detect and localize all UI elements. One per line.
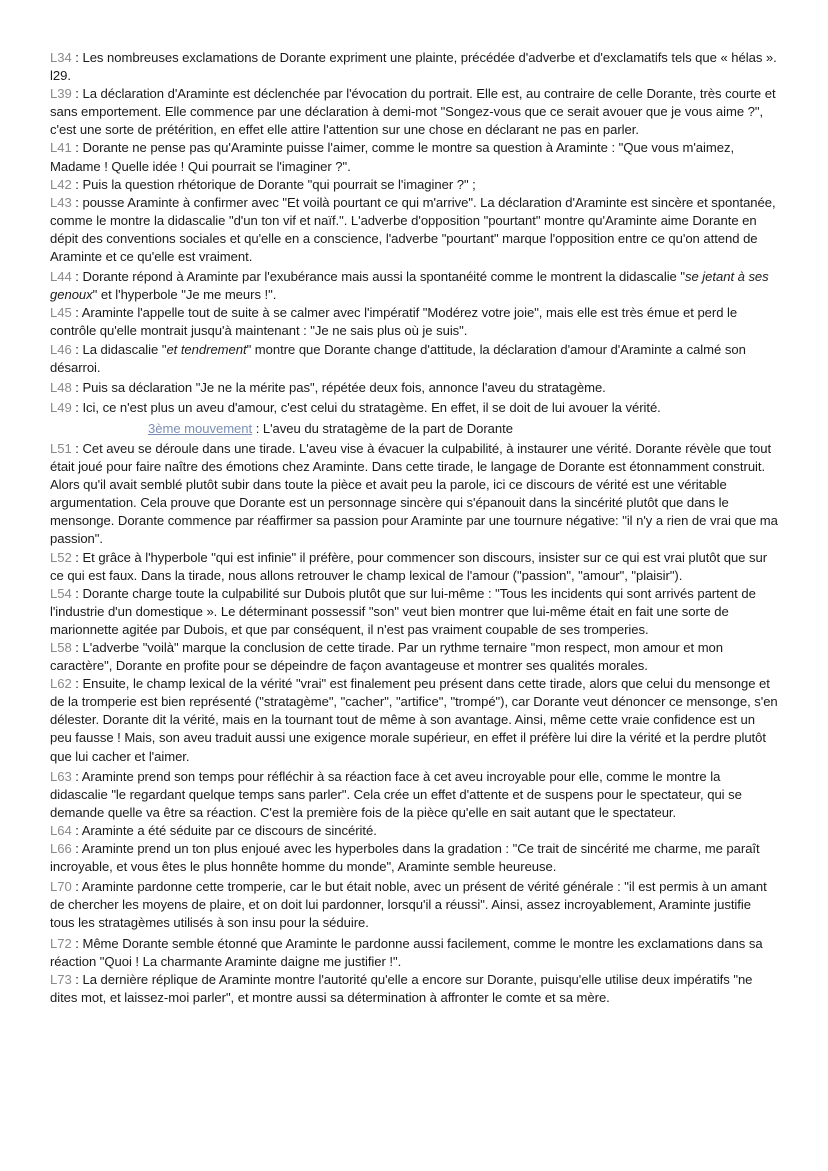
line-reference: L58 <box>50 640 72 655</box>
paragraph-text: " et l'hyperbole "Je me meurs !". <box>92 287 277 303</box>
paragraph-text: : Dorante ne pense pas qu'Araminte puisse l'aimer, comme le montre sa question à Araminte : "Que vous m'aimez, Madame ! Quelle idée ! Qui pourrait se l'imaginer ?". <box>50 140 735 174</box>
paragraph-text: : La déclaration d'Araminte est déclenchée par l'évocation du portrait. Elle est, au contraire de celle Dorante, très courte et sans emportement. Elle commence par une déclaration à demi-mot "Songez-vous que ce serait avouer que je vous aime ?", c'est une sorte de prétérition, en effet elle attire l'attention sur une chose en déclarant ne pas en parler. <box>50 86 776 138</box>
commentary-paragraph <box>50 971 778 1007</box>
paragraph-text: : Les nombreuses exclamations de Dorante expriment une plainte, précédée d'adverbe et d'exclamatifs tels que « hélas ». l29. <box>50 50 777 84</box>
commentary-paragraph <box>50 440 778 549</box>
commentary-paragraph <box>50 399 778 417</box>
line-reference: L41 <box>50 140 72 156</box>
commentary-paragraph <box>50 268 778 304</box>
stage-direction-quote: se jetant à ses genoux <box>50 269 769 303</box>
paragraph-text: : Cet aveu se déroule dans une tirade. L'aveu vise à évacuer la culpabilité, à instaurer une vérité. Dorante révèle que tout était joué pour faire naître des émotions chez Araminte. Dans cette tirade, le langage de Dorante est étonnamment construit. Alors qu'il avait semblé plutôt subir dans toute la pièce et avait peu la parole, ici ce discours de vérité est une véritable argumentation. Cela prouve que Dorante est un personnage sincère qui s'épanouit dans la sincérité plutôt que dans le mensonge. Dorante commence par réaffirmer sa passion pour Araminte par une tournure négative: "il n'y a rien de vrai que ma passion". <box>50 440 778 547</box>
paragraph-text: : Dorante répond à Araminte par l'exubérance mais aussi la spontanéité comme le montrent la didascalie " <box>71 269 685 285</box>
paragraph-text: : Araminte pardonne cette tromperie, car le but était noble, avec un présent de vérité générale : "il est permis à un amant de chercher les moyens de plaire, et on doit lui pardonner, lorsqu'il a réussi". Ainsi, assez incroyablement, Araminte justifie tous les stratagèmes utilisés à son insu pour la séduire. <box>50 879 767 931</box>
paragraph-text: " montre que Dorante change d'attitude, la déclaration d'amour d'Araminte a calmé son désarroi. <box>50 341 746 375</box>
commentary-paragraph <box>50 85 778 139</box>
paragraph-text: : Puis sa déclaration "Je ne la mérite pas", répétée deux fois, annonce l'aveu du stratagème. <box>71 379 606 395</box>
commentary-paragraph <box>50 176 778 194</box>
section-heading-title: : L'aveu du stratagème de la part de Dorante <box>252 420 513 436</box>
commentary-paragraph <box>50 768 778 822</box>
paragraph-text: : Dorante charge toute la culpabilité sur Dubois plutôt que sur lui-même : "Tous les incidents qui sont arrivés partent de l'industrie d'un domestique ». Le déterminant possessif "son" veut bien montrer que lui-même était en fait une sorte de marionnette agitée par Dubois, et que par conséquent, il n'est pas vraiment coupable de ses tromperies. <box>50 585 756 637</box>
commentary-paragraph <box>50 675 778 765</box>
commentary-paragraph <box>50 341 778 377</box>
commentary-paragraph <box>50 840 778 876</box>
line-reference: L73 <box>50 971 72 987</box>
line-reference: L42 <box>50 176 72 192</box>
line-reference: L44 <box>50 269 72 285</box>
commentary-paragraph <box>50 379 778 397</box>
line-reference: L39 <box>50 86 72 102</box>
paragraph-text: : Ici, ce n'est plus un aveu d'amour, c'est celui du stratagème. En effet, il se doit de lui avouer la vérité. <box>71 399 661 415</box>
line-reference: L66 <box>50 841 72 857</box>
line-reference: L54 <box>50 585 72 601</box>
commentary-paragraph <box>50 549 778 585</box>
line-reference: L70 <box>50 879 72 895</box>
commentary-block-2 <box>50 440 778 1007</box>
paragraph-text: : Araminte prend son temps pour réfléchir à sa réaction face à cet aveu incroyable pour elle, comme le montre la didascalie "le regardant quelque temps sans parler". Cela crée un effet d'attente et de suspens pour le spectateur, qui se demande quelle va être sa réaction. C'est la première fois de la pièce qu'elle en sait autant que le spectateur. <box>50 768 742 820</box>
commentary-paragraph <box>50 878 778 932</box>
section-heading <box>50 420 778 438</box>
line-reference: L49 <box>50 399 72 415</box>
paragraph-text: : Même Dorante semble étonné que Araminte le pardonne aussi facilement, comme le montre les exclamations dans sa réaction "Quoi ! La charmante Araminte daigne me justifier !". <box>50 935 763 969</box>
paragraph-text: : L'adverbe "voilà" marque la conclusion de cette tirade. Par un rythme ternaire "mon respect, mon amour et mon caractère", Dorante en profite pour se dépeindre de façon avantageuse et montrer ses qualités morales. <box>50 640 724 674</box>
commentary-paragraph <box>50 194 778 266</box>
line-reference: L34 <box>50 50 72 65</box>
line-reference: L51 <box>50 440 72 456</box>
line-reference: L72 <box>50 935 72 951</box>
paragraph-text: : La didascalie " <box>71 341 167 357</box>
stage-direction-quote: et tendrement <box>166 341 247 357</box>
paragraph-text: : pousse Araminte à confirmer avec "Et voilà pourtant ce qui m'arrive". La déclaration d'Araminte est sincère et spontanée, comme le montre la didascalie "d'un ton vif et naïf.". L'adverbe d'opposition "pourtant" montre qu'Araminte aime Dorante en dépit des conventions sociales et qu'elle en a conscience, l'adverbe "pourtant" marque l'opposition entre ce qu'on attend de Araminte et ce qu'elle est vraiment. <box>50 194 776 265</box>
line-reference: L64 <box>50 822 72 838</box>
line-reference: L63 <box>50 768 72 784</box>
line-reference: L43 <box>50 194 72 210</box>
line-reference: L52 <box>50 549 72 565</box>
paragraph-text: : Araminte a été séduite par ce discours de sincérité. <box>71 822 377 838</box>
commentary-paragraph <box>50 935 778 971</box>
paragraph-text: : Et grâce à l'hyperbole "qui est infinie" il préfère, pour commencer son discours, insister sur ce qui est vrai plutôt que sur ce qui est faux. Dans la tirade, nous allons retrouver le champ lexical de l'amour ("passion", "amour", "plaisir"). <box>50 549 768 583</box>
commentary-paragraph <box>50 304 778 340</box>
commentary-paragraph <box>50 49 778 85</box>
commentary-block-1 <box>50 49 778 417</box>
document-page <box>50 49 778 1007</box>
commentary-paragraph <box>50 139 778 175</box>
line-reference: L48 <box>50 379 72 395</box>
commentary-paragraph <box>50 585 778 639</box>
line-reference: L46 <box>50 341 72 357</box>
paragraph-text: : Araminte l'appelle tout de suite à se calmer avec l'impératif "Modérez votre joie", mais elle est très émue et perd le contrôle qu'elle montrait jusqu'à maintenant : "Je ne sais plus où je suis". <box>50 305 738 339</box>
section-heading-link[interactable]: 3ème mouvement <box>148 420 253 436</box>
paragraph-text: : Puis la question rhétorique de Dorante "qui pourrait se l'imaginer ?" ; <box>71 176 476 192</box>
line-reference: L62 <box>50 676 72 692</box>
commentary-paragraph <box>50 639 778 675</box>
paragraph-text: : Araminte prend un ton plus enjoué avec les hyperboles dans la gradation : "Ce trait de sincérité me charme, me paraît incroyable, et vous êtes le plus honnête homme du monde", Araminte semble heureuse. <box>50 841 760 875</box>
line-reference: L45 <box>50 305 72 321</box>
paragraph-text: : Ensuite, le champ lexical de la vérité "vrai" est finalement peu présent dans cette tirade, alors que celui du mensonge et de la tromperie est bien représenté ("stratagème", "cacher", "artifice", "trompé"), car Dorante veut dénoncer ce mensonge, s'en délester. Dorante dit la vérité, mais en la tournant tout de même à son avantage. Ainsi, même cette vraie confidence est un peu fausse ! Mais, son aveu traduit aussi une exigence morale supérieur, en effet il préfère lui dire la vérité et la perdre plutôt que lui cacher et l'aimer. <box>50 676 778 764</box>
commentary-paragraph <box>50 822 778 840</box>
paragraph-text: : La dernière réplique de Araminte montre l'autorité qu'elle a encore sur Dorante, puisqu'elle utilise deux impératifs "ne dites mot, et laissez-moi parler", et montre aussi sa détermination à affronter le comte et sa mère. <box>50 971 753 1005</box>
